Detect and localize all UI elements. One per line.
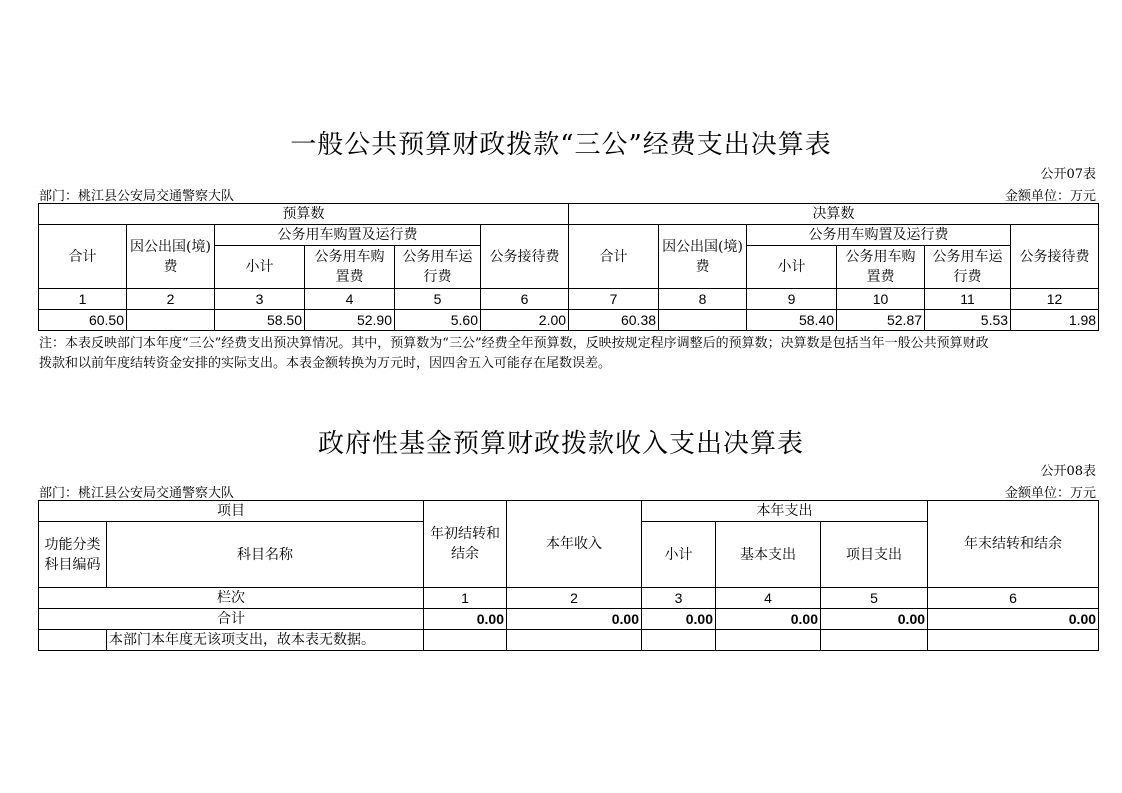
header-item: 项目	[39, 501, 424, 522]
column-number: 2	[127, 289, 215, 310]
column-number-row	[39, 289, 1099, 310]
column-number: 1	[424, 588, 507, 609]
table1-unit: 金额单位：万元	[1004, 189, 1096, 204]
cell-budget-abroad	[127, 310, 215, 331]
header-subtotal: 小计	[642, 522, 716, 588]
column-number: 11	[925, 289, 1011, 310]
empty-cell	[716, 630, 821, 651]
empty-cell	[507, 630, 642, 651]
header-carry: 年初结转和 结余	[424, 501, 507, 588]
header-end-balance: 年末结转和结余	[928, 501, 1099, 588]
cell-budget-car-subtotal: 58.50	[215, 310, 305, 331]
header-final: 决算数	[569, 204, 1099, 225]
table2-title: 政府性基金预算财政拨款收入支出决算表	[317, 429, 804, 459]
header-income: 本年收入	[507, 501, 642, 588]
header-car: 公务用车购置及运行费	[747, 225, 1011, 246]
header-expend: 本年支出	[642, 501, 928, 522]
cell-budget-car-purchase: 52.90	[305, 310, 395, 331]
header-purchase: 公务用车购 置费	[305, 246, 395, 289]
header-run: 公务用车运 行费	[395, 246, 481, 289]
header-name: 科目名称	[107, 522, 424, 588]
header-car: 公务用车购置及运行费	[215, 225, 481, 246]
column-number: 4	[716, 588, 821, 609]
column-number: 6	[928, 588, 1099, 609]
empty-cell	[821, 630, 928, 651]
column-number: 2	[507, 588, 642, 609]
cell-final-car-subtotal: 58.40	[747, 310, 837, 331]
column-number: 3	[642, 588, 716, 609]
header-total: 合计	[569, 225, 659, 289]
gov-fund-table	[38, 500, 1099, 651]
cell-final-total: 60.38	[569, 310, 659, 331]
column-number: 7	[569, 289, 659, 310]
cell-budget-total: 60.50	[39, 310, 127, 331]
header-budget: 预算数	[39, 204, 569, 225]
column-number: 6	[481, 289, 569, 310]
column-number: 9	[747, 289, 837, 310]
header-reception: 公务接待费	[481, 225, 569, 289]
cell-total-carry: 0.00	[424, 609, 507, 630]
empty-code-cell	[39, 630, 107, 651]
cell-total-end: 0.00	[928, 609, 1099, 630]
cell-final-abroad	[659, 310, 747, 331]
table1-title: 一般公共预算财政拨款“三公”经费支出决算表	[290, 130, 832, 160]
header-total: 合计	[39, 225, 127, 289]
header-abroad: 因公出国(境) 费	[127, 225, 215, 289]
lanci-label: 栏次	[39, 588, 424, 609]
column-number: 10	[837, 289, 925, 310]
cell-budget-reception: 2.00	[481, 310, 569, 331]
header-purchase: 公务用车购 置费	[837, 246, 925, 289]
empty-cell	[928, 630, 1099, 651]
total-label: 合计	[39, 609, 424, 630]
empty-cell	[642, 630, 716, 651]
cell-total-basic: 0.00	[716, 609, 821, 630]
cell-total-subtotal: 0.00	[642, 609, 716, 630]
column-number: 1	[39, 289, 127, 310]
table2-unit: 金额单位：万元	[1004, 486, 1096, 501]
cell-budget-car-run: 5.60	[395, 310, 481, 331]
header-basic: 基本支出	[716, 522, 821, 588]
table1-dept: 部门：桃江县公安局交通警察大队	[39, 189, 235, 204]
header-code: 功能分类 科目编码	[39, 522, 107, 588]
table2-code: 公开08表	[1040, 464, 1096, 479]
column-number: 5	[821, 588, 928, 609]
table1-note: 注：本表反映部门本年度“三公”经费支出预决算情况。其中，预算数为“三公”经费全年预算数，反映按规定程序调整后的预算数；决算数是包括当年一般公共预算财政 拨款和以前年度结转资金安排的实际支出。本表金额转换为万元时，因四舍五入可能存在尾数误差。	[39, 336, 989, 371]
cell-final-car-run: 5.53	[925, 310, 1011, 331]
empty-note: 本部门本年度无该项支出，故本表无数据。	[107, 630, 424, 651]
column-number: 12	[1011, 289, 1099, 310]
column-number: 3	[215, 289, 305, 310]
cell-final-reception: 1.98	[1011, 310, 1099, 331]
table1-code: 公开07表	[1040, 167, 1096, 182]
cell-total-income: 0.00	[507, 609, 642, 630]
cell-total-project: 0.00	[821, 609, 928, 630]
header-subtotal: 小计	[747, 246, 837, 289]
column-number: 4	[305, 289, 395, 310]
column-number: 8	[659, 289, 747, 310]
total-row	[39, 609, 1099, 630]
data-row	[39, 310, 1099, 331]
empty-row	[39, 630, 1099, 651]
column-number: 5	[395, 289, 481, 310]
empty-cell	[424, 630, 507, 651]
header-project: 项目支出	[821, 522, 928, 588]
header-reception: 公务接待费	[1011, 225, 1099, 289]
three-public-table	[38, 203, 1099, 331]
header-run: 公务用车运 行费	[925, 246, 1011, 289]
header-abroad: 因公出国(境) 费	[659, 225, 747, 289]
column-number-row	[39, 588, 1099, 609]
table2-dept: 部门：桃江县公安局交通警察大队	[39, 486, 235, 501]
header-subtotal: 小计	[215, 246, 305, 289]
cell-final-car-purchase: 52.87	[837, 310, 925, 331]
